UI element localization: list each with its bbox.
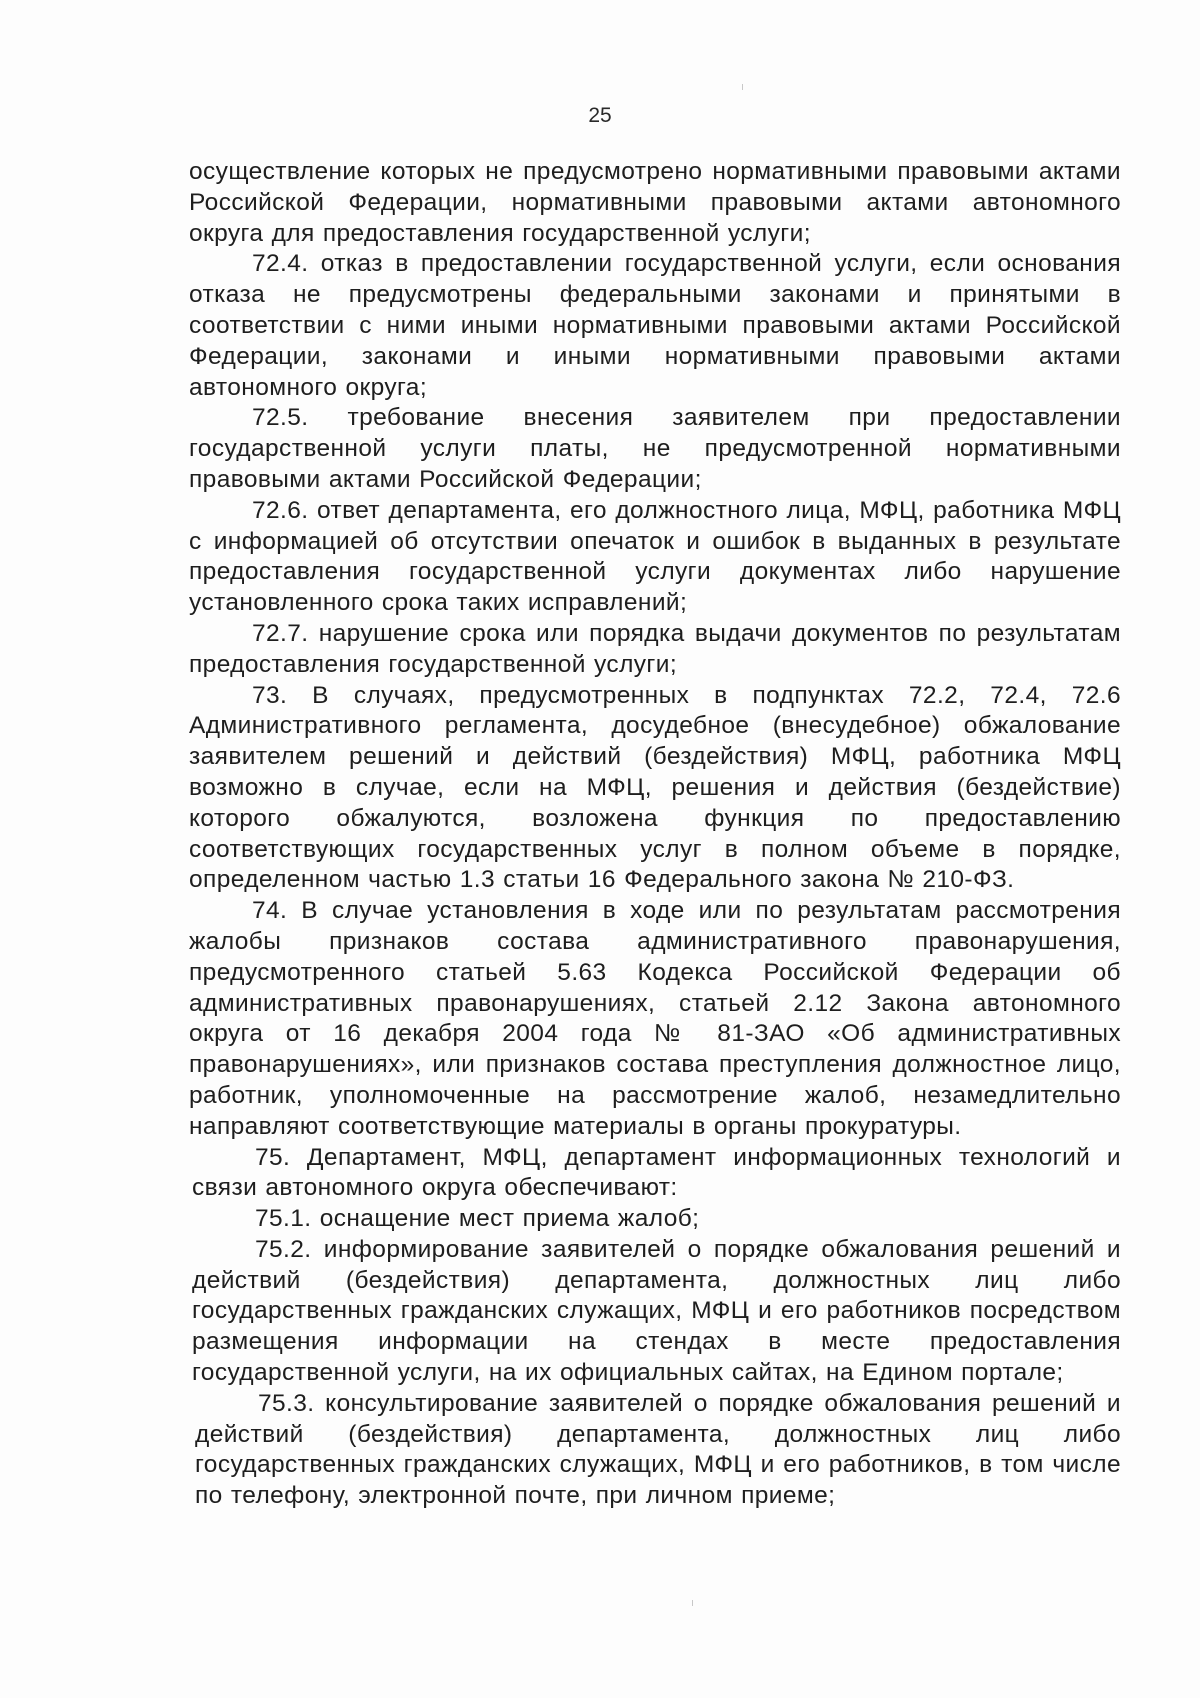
paragraph-continuation: осуществление которых не предусмотрено нормативными правовыми актами Российской Федерации, нормативными правовыми актами автономного округа для предоставления государственной услуги; xyxy=(189,158,1121,247)
paragraph-72-5: 72.5. требование внесения заявителем при предоставлении государственной услуги платы, не предусмотренной нормативными правовыми актами Российской Федерации; xyxy=(189,404,1121,493)
scan-speck xyxy=(692,1600,693,1606)
paragraph-75: 75. Департамент, МФЦ, департамент информационных технологий и связи автономного округа обеспечивают: xyxy=(192,1143,1121,1202)
paragraph-73: 73. В случаях, предусмотренных в подпунктах 72.2, 72.4, 72.6 Административного регламента, досудебное (внесудебное) обжалование заявителем решений и действий (бездействия) МФЦ, работника МФЦ возможно в случае, если на МФЦ, решения и действия (бездействие) которого обжалуются, возложена функция по предоставлению соответствующих государственных услуг в полном объеме в порядке, определенном частью 1.3 статьи 16 Федерального закона № 210-ФЗ. xyxy=(189,681,1121,894)
paragraph-72-4: 72.4. отказ в предоставлении государственной услуги, если основания отказа не предусмотрены федеральными законами и принятыми в соответствии с ними иными нормативными правовыми актами Российской Федерации, законами и иными нормативными правовыми актами автономного округа; xyxy=(189,250,1121,401)
page-number: 25 xyxy=(588,104,612,127)
scan-speck xyxy=(742,84,743,90)
paragraph-75-1: 75.1. оснащение мест приема жалоб; xyxy=(255,1205,700,1233)
document-body xyxy=(189,157,1121,1512)
paragraph-75-2: 75.2. информирование заявителей о порядке обжалования решений и действий (бездействия) департамента, должностных лиц либо государственных гражданских служащих, МФЦ и его работников посредством размещения информации на стендах в месте предоставления государственной услуги, на их официальных сайтах, на Едином портале; xyxy=(192,1235,1121,1387)
paragraph-72-6: 72.6. ответ департамента, его должностного лица, МФЦ, работника МФЦ с информацией об отсутствии опечаток и ошибок в выданных в результате предоставления государственной услуги документах либо нарушение установленного срока таких исправлений; xyxy=(189,496,1121,617)
paragraph-74: 74. В случае установления в ходе или по результатам рассмотрения жалобы признаков состава административного правонарушения, предусмотренного статьей 5.63 Кодекса Российской Федерации об административных правонарушениях, статьей 2.12 Закона автономного округа от 16 декабря 2004 года № 81-ЗАО «Об административных правонарушениях», или признаков состава преступления должностное лицо, работник, уполномоченные на рассмотрение жалоб, незамедлительно направляют соответствующие материалы в органы прокуратуры. xyxy=(189,897,1121,1140)
paragraph-72-7: 72.7. нарушение срока или порядка выдачи документов по результатам предоставления государственной услуги; xyxy=(189,619,1121,678)
paragraph-75-3: 75.3. консультирование заявителей о порядке обжалования решений и действий (бездействия) департамента, должностных лиц либо государственных гражданских служащих, МФЦ и его работников, в том числе по телефону, электронной почте, при личном приеме; xyxy=(195,1389,1121,1510)
